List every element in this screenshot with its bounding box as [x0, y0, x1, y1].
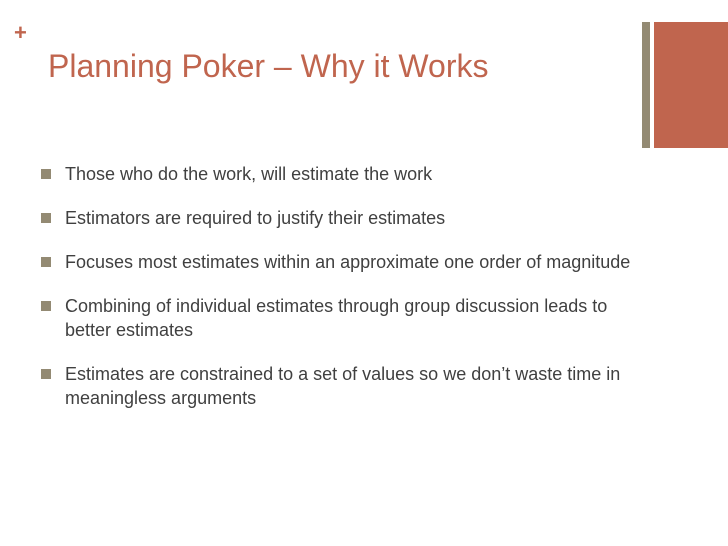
bullet-text: Those who do the work, will estimate the work: [65, 164, 433, 184]
bullet-item: [40, 294, 640, 342]
bullet-item: [40, 206, 640, 230]
slide-title: Planning Poker – Why it Works: [48, 48, 489, 84]
square-bullet-icon: [41, 169, 51, 179]
bullet-text: Combining of individual estimates through group discussion leads to better estimates: [65, 296, 608, 340]
square-bullet-icon: [41, 369, 51, 379]
plus-icon: +: [14, 20, 27, 45]
bullet-item: [40, 362, 640, 410]
square-bullet-icon: [41, 301, 51, 311]
bullet-text: Estimates are constrained to a set of values so we don’t waste time in meaningless arguments: [65, 364, 621, 408]
bullet-list: [40, 162, 640, 430]
square-bullet-icon: [41, 213, 51, 223]
bullet-text: Focuses most estimates within an approximate one order of magnitude: [65, 252, 631, 272]
decorative-bar-thick: [654, 22, 728, 148]
decorative-bar-thin: [642, 22, 650, 148]
bullet-item: [40, 162, 640, 186]
square-bullet-icon: [41, 257, 51, 267]
bullet-text: Estimators are required to justify their estimates: [65, 208, 446, 228]
bullet-item: [40, 250, 640, 274]
